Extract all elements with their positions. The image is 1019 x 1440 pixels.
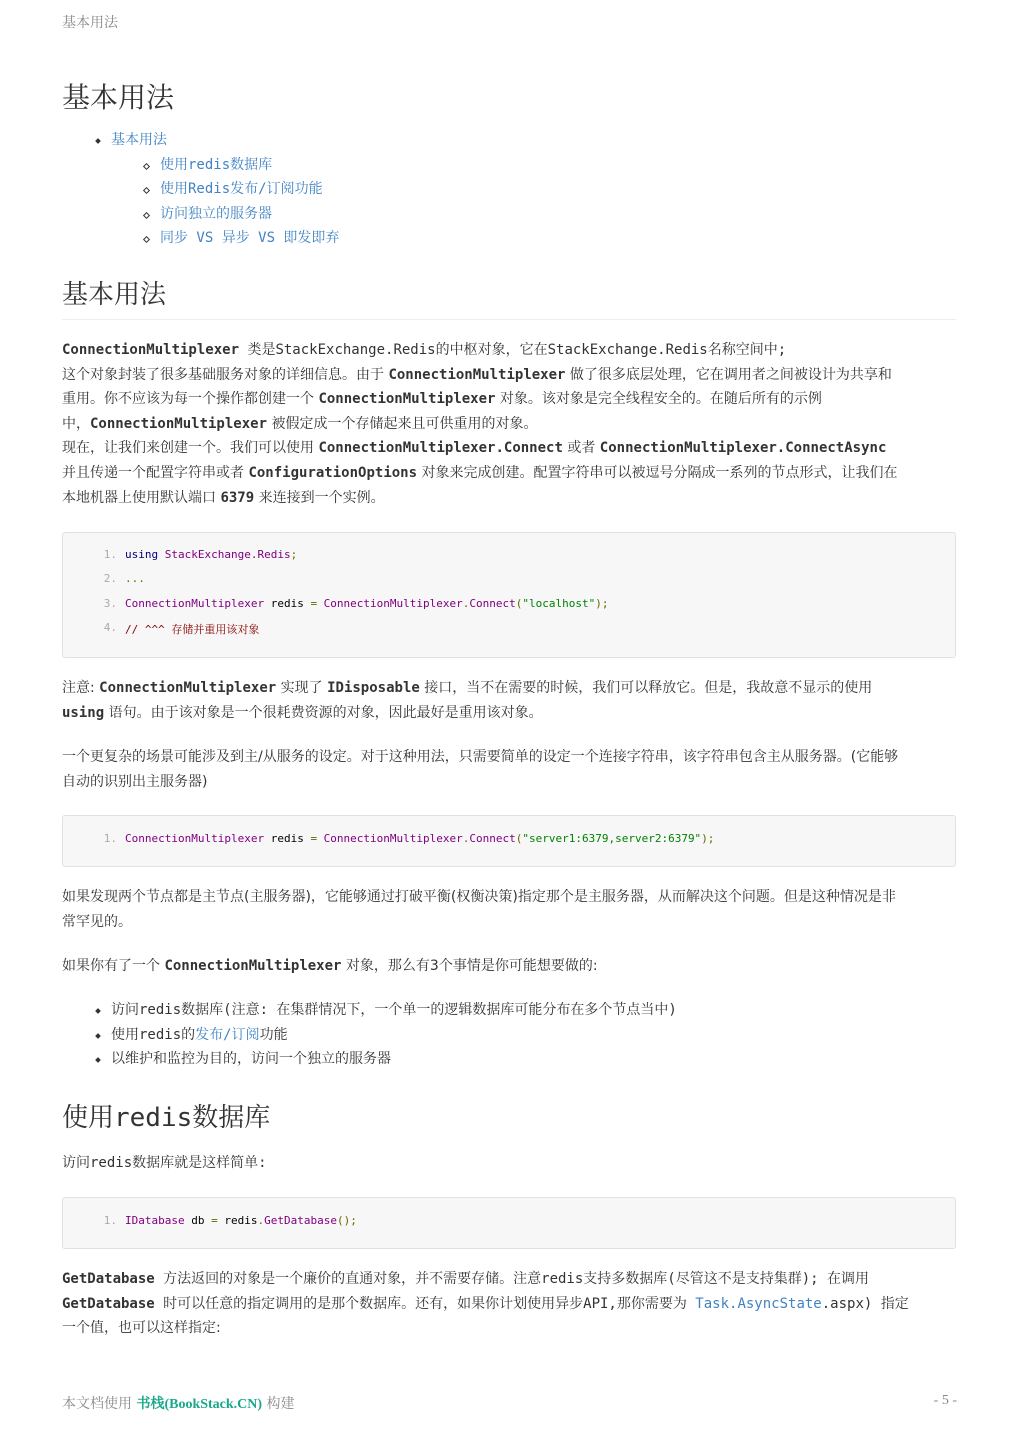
code-line: ConnectionMultiplexer redis = ConnectionMultiplexer.Connect("server1:6379,server2:6379"); [125,832,715,845]
master-slave-paragraph: 一个更复杂的场景可能涉及到主/从服务的设定。对于这种用法，只需要简单的设定一个连接字符串，该字符串包含主从服务器。(它能够 自动的识别出主服务器) [62,749,899,790]
bookstack-link[interactable]: 书栈(BookStack.CN) [136,1397,263,1412]
running-header: 基本用法 [62,15,118,31]
async-state-link[interactable]: Task.AsyncState [695,1295,822,1312]
intro-paragraph: ConnectionMultiplexer 类是StackExchange.Redis的中枢对象，它在StackExchange.Redis名称空间中; 这个对象封装了很多基础服务对象的详细信息。由于 ConnectionMultiplexer 做了很多底层处理，它在调用者之间被设计为共享和 重用。你不应该为每一个操作都创建一个 ConnectionMultiplexer 对象。该对象是完全线程安全的。在随后所有的示例 中，ConnectionMultiplexer 被假定成一个存储起来且可供重用的对象。 现在，让我们来创建一个。我们可以使用 ConnectionMultiplexer.Connect 或者 ConnectionMultiplexer.ConnectAsync 并且传递一个配置字符串或者 ConfigurationOptions 对象来完成创建。配置字符串可以被逗号分隔成一系列的节点形式，让我们在 本地机器上使用默认端口 6379 来连接到一个实例。 [62,342,898,506]
code-line: using StackExchange.Redis; [125,548,298,561]
toc-item-pubsub[interactable] [62,177,662,202]
list-item: 访问redis数据库(注意: 在集群情况下，一个单一的逻辑数据库可能分布在多个节点当中) [62,998,677,1023]
toc-item-sync-async[interactable] [62,226,662,251]
get-database-paragraph: GetDatabase 方法返回的对象是一个廉价的直通对象，并不需要存储。注意redis支持多数据库(尽管这不是支持集群); 在调用 GetDatabase 时可以任意的指定调用的是那个数据库。还有，如果你计划使用异步API,那你需要为 Task.AsyncState.aspx) 指定 一个值，也可以这样指定: [62,1271,909,1337]
toc-link[interactable]: 同步 VS 异步 VS 即发即弃 [160,230,340,246]
code-line: ... [125,572,145,585]
page-title: 基本用法 [62,81,175,114]
line-number: 4. [103,621,117,634]
section-heading-basic-usage: 基本用法 [62,280,167,310]
toc-link[interactable]: 访问独立的服务器 [160,205,272,222]
list-item: 以维护和监控为目的，访问一个独立的服务器 [62,1047,677,1072]
code-block-get-database[interactable] [62,1197,956,1249]
heading-divider [62,319,956,320]
line-number: 3. [103,597,117,610]
code-line: IDatabase db = redis.GetDatabase(); [125,1214,357,1227]
code-block-connect-localhost[interactable] [62,532,956,658]
toc-link[interactable]: 基本用法 [111,132,167,148]
three-things-paragraph: 如果你有了一个 ConnectionMultiplexer 对象，那么有3个事情是你可能想要做的: [62,958,598,974]
toc-link[interactable]: 使用redis数据库 [160,156,273,173]
code-block-connect-servers[interactable] [62,815,956,867]
code-line: // ^^^ 存储并重用该对象 [125,623,260,636]
idisposable-note: 注意: ConnectionMultiplexer 实现了 IDisposable 接口，当不在需要的时候，我们可以释放它。但是，我故意不显示的使用 using 语句。由于该对象是一个很耗费资源的对象，因此最好是重用该对象。 [62,680,873,721]
toc-link[interactable]: 使用Redis发布/订阅功能 [160,181,323,197]
toc-item-redis-db[interactable] [62,153,662,178]
code-line: ConnectionMultiplexer redis = ConnectionMultiplexer.Connect("localhost"); [125,597,609,610]
usage-list [62,998,677,1072]
pubsub-link[interactable]: 发布/订阅 [195,1026,260,1043]
toc-item-basic-usage[interactable] [62,128,662,153]
footer-credit: 本文档使用 书栈(BookStack.CN) 构建 [62,1396,295,1412]
line-number: 1. [103,832,117,845]
redis-db-intro: 访问redis数据库就是这样简单: [62,1155,267,1171]
table-of-contents [62,128,662,251]
line-number: 2. [103,572,117,585]
toc-item-server[interactable] [62,202,662,227]
section-heading-redis-db: 使用redis数据库 [62,1103,271,1133]
line-number: 1. [103,548,117,561]
list-item: 使用redis的发布/订阅功能 [62,1023,677,1048]
tie-break-paragraph: 如果发现两个节点都是主节点(主服务器)，它能够通过打破平衡(权衡决策)指定那个是主服务器，从而解决这个问题。但是这种情况是非 常罕见的。 [62,889,896,930]
line-number: 1. [103,1214,117,1227]
page-number: - 5 - [933,1393,957,1408]
